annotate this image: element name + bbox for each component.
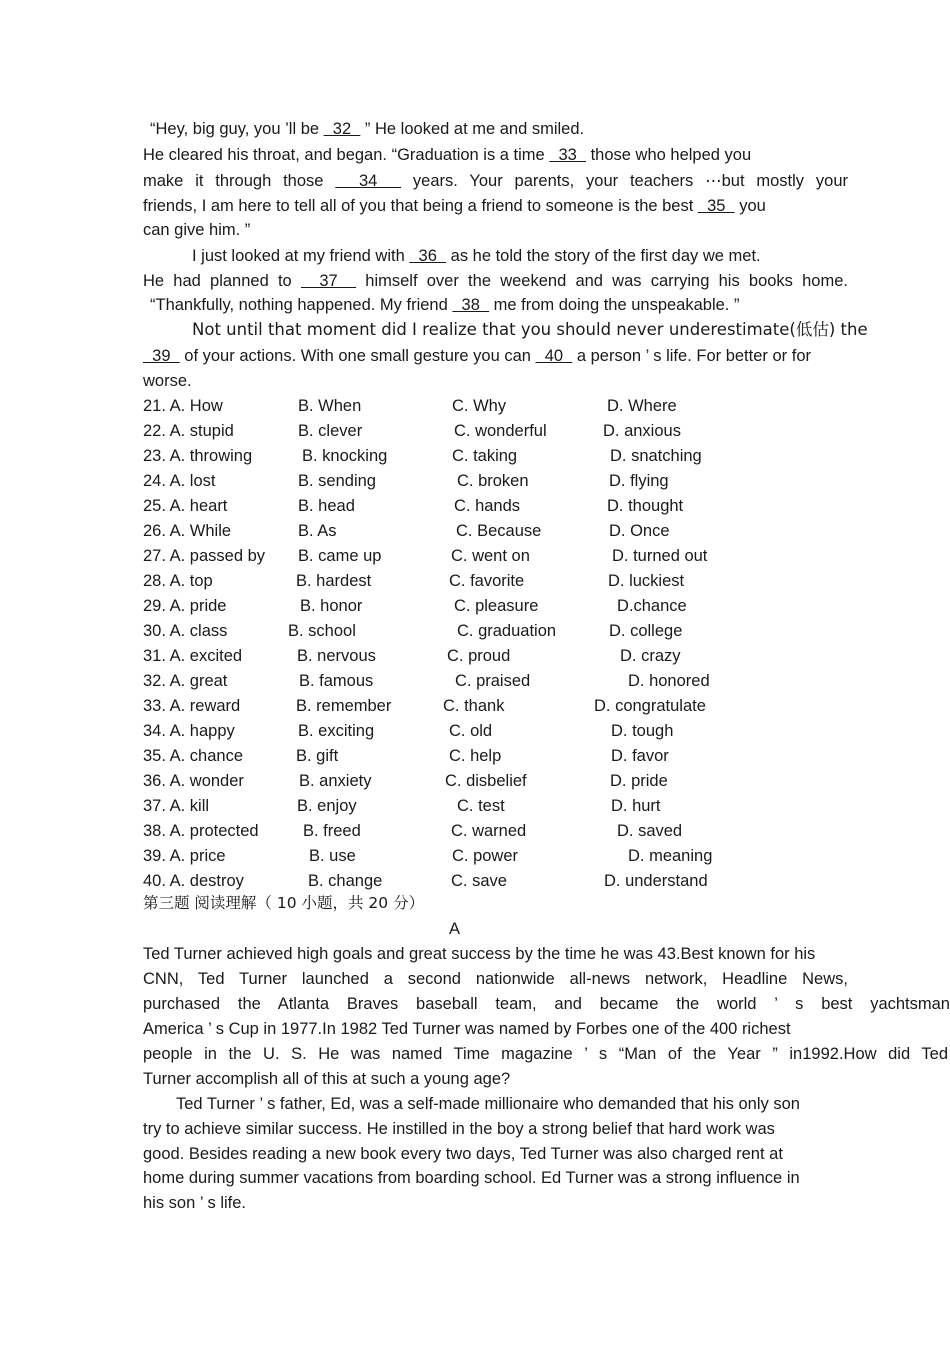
option-a: 36. A. wonder (143, 772, 244, 790)
option-b: B. hardest (296, 572, 372, 590)
option-c: C. wonderful (454, 422, 547, 440)
option-c: C. graduation (457, 622, 557, 640)
reading-line-8: try to achieve similar success. He instilled in the boy a strong belief that hard work was (143, 1120, 775, 1138)
option-d: D. turned out (612, 547, 708, 565)
passage-line-6: I just looked at my friend with 36 as he told the story of the first day we met. (192, 247, 761, 265)
reading-line-5: people in the U. S. He was named Time magazine ’ s “Man of the Year ” in1992.How did Ted (143, 1045, 948, 1063)
option-a: 40. A. destroy (143, 872, 244, 890)
reading-line-1: Ted Turner achieved high goals and great success by the time he was 43.Best known for his (143, 945, 816, 963)
blank-32: 32 (323, 120, 361, 138)
option-b: B. clever (298, 422, 363, 440)
option-d: D. congratulate (594, 697, 706, 715)
option-b: B. knocking (302, 447, 388, 465)
option-d: D. Once (609, 522, 670, 540)
option-d: D. thought (607, 497, 684, 515)
option-b: B. When (298, 397, 362, 415)
blank-33: 33 (549, 146, 587, 164)
option-b: B. use (309, 847, 356, 865)
option-a: 24. A. lost (143, 472, 216, 490)
option-c: C. hands (454, 497, 521, 515)
option-d: D. honored (628, 672, 710, 690)
option-c: C. power (452, 847, 519, 865)
option-c: C. Why (452, 397, 507, 415)
blank-36: 36 (409, 247, 447, 265)
option-a: 26. A. While (143, 522, 232, 540)
blank-34: 34 (335, 172, 402, 190)
option-c: C. pleasure (454, 597, 539, 615)
option-a: 33. A. reward (143, 697, 241, 715)
passage-line-5: can give him. ” (143, 221, 251, 239)
option-d: D. tough (611, 722, 674, 740)
blank-38: 38 (452, 296, 490, 314)
option-c: C. broken (457, 472, 529, 490)
option-c: C. thank (443, 697, 505, 715)
blank-39: 39 (143, 347, 180, 365)
option-d: D. meaning (628, 847, 713, 865)
option-c: C. taking (452, 447, 518, 465)
option-b: B. famous (299, 672, 374, 690)
option-a: 39. A. price (143, 847, 226, 865)
option-b: B. change (308, 872, 383, 890)
option-a: 22. A. stupid (143, 422, 234, 440)
reading-line-7: Ted Turner ’ s father, Ed, was a self-made millionaire who demanded that his only son (176, 1095, 800, 1113)
option-d: D. understand (604, 872, 708, 890)
option-b: B. freed (303, 822, 361, 840)
option-b: B. nervous (297, 647, 376, 665)
option-a: 34. A. happy (143, 722, 235, 740)
option-c: C. test (457, 797, 505, 815)
option-a: 27. A. passed by (143, 547, 266, 565)
option-a: 38. A. protected (143, 822, 259, 840)
option-b: B. anxiety (299, 772, 372, 790)
option-b: B. honor (300, 597, 363, 615)
option-b: B. school (288, 622, 356, 640)
option-a: 23. A. throwing (143, 447, 253, 465)
reading-line-11: his son ’ s life. (143, 1194, 247, 1212)
blank-40: 40 (535, 347, 573, 365)
section-title: 第三题 阅读理解（ 10 小题，共 20 分） (143, 894, 425, 912)
passage-line-4: friends, I am here to tell all of you that being a friend to someone is the best 35 you (143, 197, 766, 215)
option-d: D. crazy (620, 647, 681, 665)
option-c: C. went on (451, 547, 530, 565)
passage-line-11: worse. (143, 372, 192, 390)
passage-line-10: 39 of your actions. With one small gesture you can 40 a person ’ s life. For better or for (143, 347, 811, 365)
reading-line-2: CNN, Ted Turner launched a second nationwide all-news network, Headline News, (143, 970, 848, 988)
option-d: D.chance (617, 597, 687, 615)
option-b: B. head (298, 497, 355, 515)
option-a: 30. A. class (143, 622, 228, 640)
reading-line-6: Turner accomplish all of this at such a young age? (143, 1070, 511, 1088)
passage-line-1: “Hey, big guy, you ’ll be 32 ” He looked at me and smiled. (150, 120, 585, 138)
option-a: 25. A. heart (143, 497, 228, 515)
option-a: 28. A. top (143, 572, 213, 590)
option-d: D. hurt (611, 797, 661, 815)
option-d: D. favor (611, 747, 669, 765)
option-d: D. pride (610, 772, 668, 790)
option-a: 21. A. How (143, 397, 223, 415)
option-c: C. save (451, 872, 507, 890)
option-d: D. flying (609, 472, 669, 490)
option-b: B. came up (298, 547, 382, 565)
reading-line-9: good. Besides reading a new book every two days, Ted Turner was also charged rent at (143, 1145, 783, 1163)
option-b: B. exciting (298, 722, 375, 740)
option-c: C. help (449, 747, 502, 765)
option-b: B. remember (296, 697, 392, 715)
option-d: D. saved (617, 822, 683, 840)
reading-line-3: purchased the Atlanta Braves baseball team, and became the world ’ s best yachtsman (143, 995, 950, 1013)
option-d: D. luckiest (608, 572, 685, 590)
option-d: D. college (609, 622, 683, 640)
option-a: 32. A. great (143, 672, 228, 690)
option-a: 31. A. excited (143, 647, 243, 665)
reading-line-10: home during summer vacations from boarding school. Ed Turner was a strong influence in (143, 1169, 800, 1187)
option-b: B. sending (298, 472, 376, 490)
blank-35: 35 (697, 197, 735, 215)
passage-line-9: Not until that moment did I realize that you should never underestimate(低估) the (192, 320, 868, 339)
section-letter: A (449, 920, 461, 938)
option-c: C. disbelief (445, 772, 527, 790)
option-c: C. favorite (449, 572, 525, 590)
option-c: C. warned (451, 822, 527, 840)
reading-line-4: America ’ s Cup in 1977.In 1982 Ted Turner was named by Forbes one of the 400 richest (143, 1020, 791, 1038)
option-c: C. Because (456, 522, 542, 540)
option-b: B. gift (296, 747, 339, 765)
option-b: B. enjoy (297, 797, 357, 815)
option-a: 29. A. pride (143, 597, 227, 615)
passage-line-7: He had planned to 37 himself over the weekend and was carrying his books home. (143, 272, 848, 290)
option-c: C. proud (447, 647, 511, 665)
option-d: D. anxious (603, 422, 681, 440)
option-d: D. Where (607, 397, 677, 415)
option-a: 37. A. kill (143, 797, 210, 815)
option-c: C. old (449, 722, 493, 740)
passage-line-8: “Thankfully, nothing happened. My friend 38 me from doing the unspeakable. ” (150, 296, 740, 314)
option-d: D. snatching (610, 447, 702, 465)
passage-line-2: He cleared his throat, and began. “Graduation is a time 33 those who helped you (143, 146, 752, 164)
blank-37: 37 (300, 272, 357, 290)
option-a: 35. A. chance (143, 747, 243, 765)
option-c: C. praised (455, 672, 531, 690)
passage-line-3: make it through those 34 years. Your parents, your teachers ⋯but mostly your (143, 172, 848, 190)
option-b: B. As (298, 522, 337, 540)
